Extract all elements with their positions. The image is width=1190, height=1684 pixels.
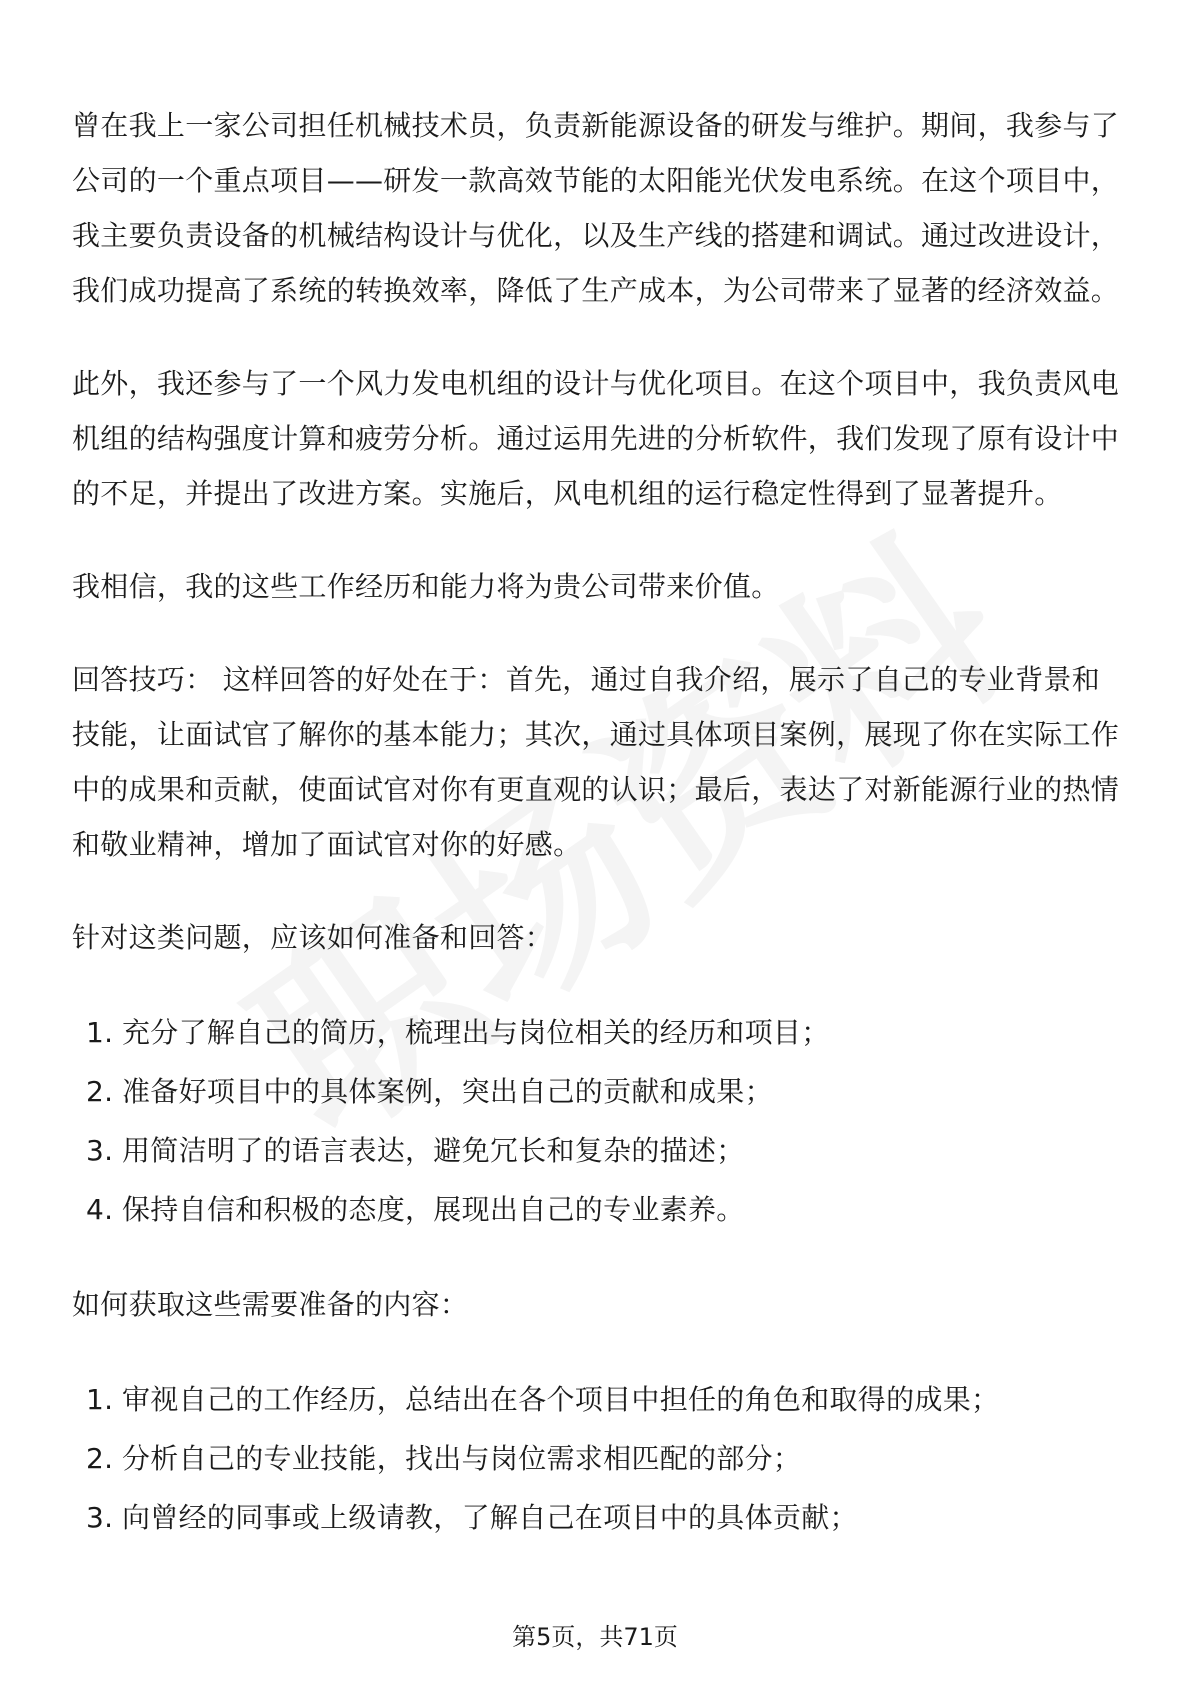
list-item-text: 审视自己的工作经历，总结出在各个项目中担任的角色和取得的成果； xyxy=(122,1383,1000,1416)
list-item-text: 保持自信和积极的态度，展现出自己的专业素养。 xyxy=(122,1193,745,1226)
list-item xyxy=(72,1003,1122,1062)
paragraph-work-experience-solar: 曾在我上一家公司担任机械技术员，负责新能源设备的研发与维护。期间，我参与了公司的一个重点项目——研发一款高效节能的太阳能光伏发电系统。在这个项目中，我主要负责设备的机械结构设计与优化，以及生产线的搭建和调试。通过改进设计，我们成功提高了系统的转换效率，降低了生产成本，为公司带来了显著的经济效益。 xyxy=(72,109,1120,307)
list-item xyxy=(72,1180,1122,1239)
obtain-list xyxy=(72,1370,1122,1547)
page-content xyxy=(72,98,1122,1585)
list-item-number: 2. xyxy=(86,1442,114,1475)
heading-how-to-obtain: 如何获取这些需要准备的内容： xyxy=(72,1288,469,1321)
list-item-number: 3. xyxy=(86,1501,114,1534)
list-item-number: 1. xyxy=(86,1016,114,1049)
list-item-text: 分析自己的专业技能，找出与岗位需求相匹配的部分； xyxy=(122,1442,802,1475)
heading-how-to-prepare: 针对这类问题，应该如何准备和回答： xyxy=(72,921,554,954)
list-item-text: 充分了解自己的简历，梳理出与岗位相关的经历和项目； xyxy=(122,1016,830,1049)
list-item xyxy=(72,1370,1122,1429)
list-item xyxy=(72,1062,1122,1121)
list-item-text: 准备好项目中的具体案例，突出自己的贡献和成果； xyxy=(122,1075,773,1108)
paragraph-value-statement: 我相信，我的这些工作经历和能力将为贵公司带来价值。 xyxy=(72,570,780,603)
prepare-list xyxy=(72,1003,1122,1239)
list-item-text: 向曾经的同事或上级请教，了解自己在项目中的具体贡献； xyxy=(122,1501,858,1534)
list-item-number: 1. xyxy=(86,1383,114,1416)
list-item-number: 4. xyxy=(86,1193,114,1226)
list-item-text: 用简洁明了的语言表达，避免冗长和复杂的描述； xyxy=(122,1134,745,1167)
list-item-number: 3. xyxy=(86,1134,114,1167)
paragraph-answer-tips: 回答技巧： 这样回答的好处在于：首先，通过自我介绍，展示了自己的专业背景和技能，让面试官了解你的基本能力；其次，通过具体项目案例，展现了你在实际工作中的成果和贡献，使面试官对你有更直观的认识；最后，表达了对新能源行业的热情和敬业精神，增加了面试官对你的好感。 xyxy=(72,663,1120,861)
list-item xyxy=(72,1121,1122,1180)
paragraph-work-experience-wind: 此外，我还参与了一个风力发电机组的设计与优化项目。在这个项目中，我负责风电机组的结构强度计算和疲劳分析。通过运用先进的分析软件，我们发现了原有设计中的不足，并提出了改进方案。实施后，风电机组的运行稳定性得到了显著提升。 xyxy=(72,367,1120,510)
list-item xyxy=(72,1488,1122,1547)
page-number: 第5页，共71页 xyxy=(512,1623,678,1651)
list-item-number: 2. xyxy=(86,1075,114,1108)
list-item xyxy=(72,1429,1122,1488)
